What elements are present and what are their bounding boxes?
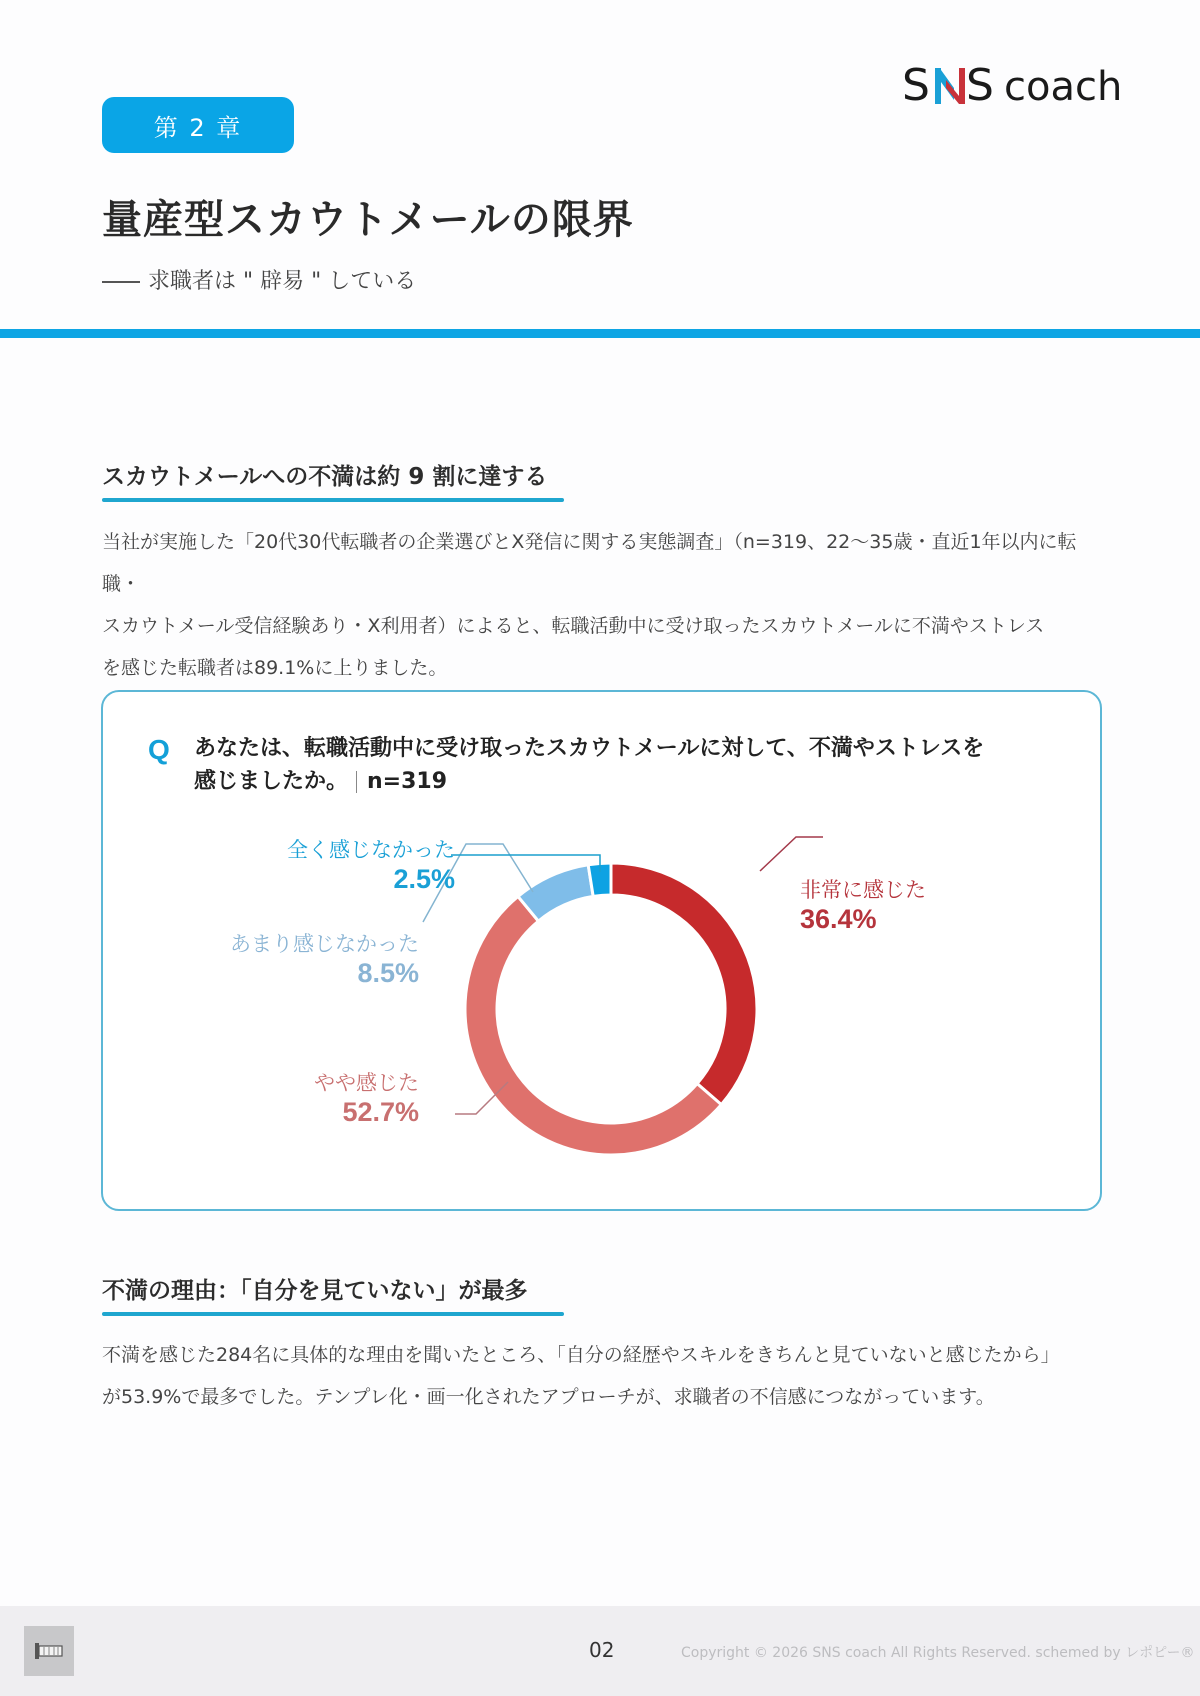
- paragraph-line: が53.9%で最多でした。テンプレ化・画一化されたアプローチが、求職者の不信感につながっています。: [102, 1386, 995, 1408]
- header-divider: [0, 329, 1200, 338]
- label-name: 非常に感じた: [800, 878, 926, 902]
- section-heading-dissatisfaction: [102, 458, 547, 499]
- svg-text:coach: coach: [1004, 64, 1122, 110]
- section-heading-reason: [102, 1272, 528, 1313]
- paragraph-line: 不満を感じた284名に具体的な理由を聞いたところ、「自分の経歴やスキルをきちんと見ていないと感じたから」: [102, 1344, 1060, 1366]
- section-heading-text: スカウトメールへの不満は約 9 割に達する: [102, 464, 548, 490]
- donut-segment: [465, 896, 721, 1155]
- page-footer: [0, 1606, 1200, 1696]
- heading-underline: [102, 498, 564, 502]
- section1-paragraph: [102, 521, 1112, 689]
- question-line-text: 感じましたか。: [194, 769, 349, 794]
- svg-text:S: S: [966, 60, 994, 110]
- logo-mark-icon: [902, 60, 1122, 110]
- donut-segments: [465, 863, 757, 1155]
- label-very: [800, 874, 926, 935]
- label-name: やや感じた: [314, 1071, 419, 1095]
- heading-underline: [102, 1312, 564, 1316]
- sns-coach-logo: [902, 60, 1122, 110]
- label-somewhat: [314, 1067, 419, 1128]
- chapter-badge: 第 2 章: [102, 97, 294, 153]
- slideshow-toggle-button[interactable]: [24, 1626, 74, 1676]
- donut-segment: [611, 863, 757, 1105]
- label-name: あまり感じなかった: [230, 932, 419, 956]
- filmstrip-icon: [34, 1641, 64, 1661]
- svg-text:S: S: [902, 60, 930, 110]
- page-number: 02: [589, 1638, 615, 1662]
- survey-question-card: [101, 690, 1102, 1211]
- section-heading-text: 不満の理由：「自分を見ていない」が最多: [102, 1278, 528, 1304]
- subtitle-text: 求職者は " 辟易 " している: [148, 269, 417, 294]
- paragraph-line: を感じた転職者は89.1%に上りました。: [102, 657, 448, 679]
- sample-size: n=319: [367, 769, 448, 794]
- paragraph-line: 当社が実施した「20代30代転職者の企業選びとX発信に関する実態調査」（n=319、22〜35歳・直近1年以内に転職・: [102, 531, 1077, 595]
- page-title: 量産型スカウトメールの限界: [102, 197, 634, 243]
- label-not-at-all: [287, 834, 455, 895]
- label-value: 8.5%: [357, 958, 419, 988]
- copyright-text: Copyright © 2026 SNS coach All Rights Reserved. schemed by レポピー®: [681, 1645, 1195, 1661]
- leader-line-very: [760, 837, 823, 871]
- paragraph-line: スカウトメール受信経験あり・X利用者）によると、転職活動中に受け取ったスカウトメールに不満やストレス: [102, 615, 1045, 637]
- section2-paragraph: [102, 1334, 1112, 1418]
- label-value: 36.4%: [800, 904, 877, 934]
- page-subtitle: [102, 264, 416, 295]
- question-line: あなたは、転職活動中に受け取ったスカウトメールに対して、不満やストレスを: [194, 736, 985, 761]
- label-not-much: [230, 928, 419, 989]
- label-name: 全く感じなかった: [287, 838, 455, 862]
- label-value: 2.5%: [393, 864, 455, 894]
- label-value: 52.7%: [342, 1097, 419, 1127]
- em-dash-decoration: [102, 281, 140, 283]
- q-mark: Q: [148, 734, 170, 765]
